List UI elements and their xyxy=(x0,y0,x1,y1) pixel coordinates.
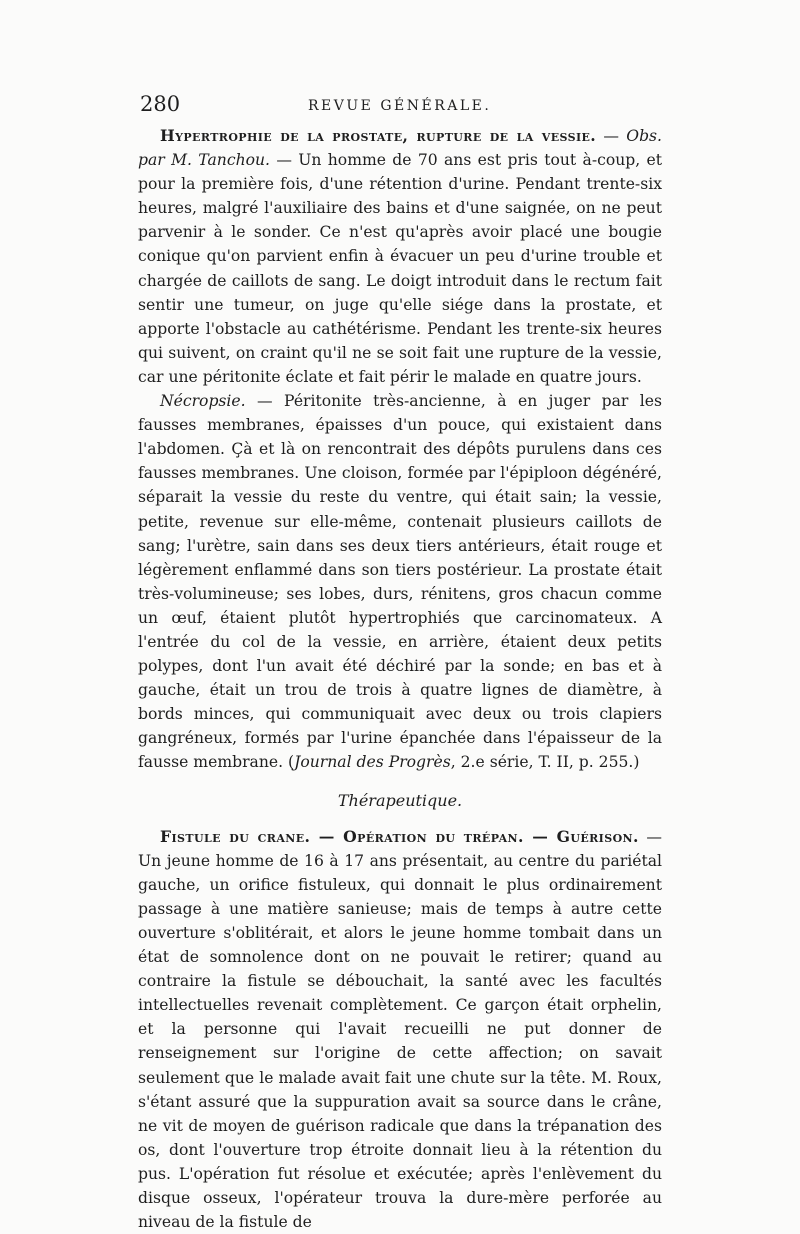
reference-journal: Journal des Progrès xyxy=(294,753,451,772)
running-head xyxy=(140,92,662,122)
article-prostate-text: — Un homme de 70 ans est pris tout à-coup, et pour la première fois, d'une rétention d'urine. Pendant trente-six heures, malgré l'auxiliaire des bains et d'une saignée, on ne peut parvenir à le sonder. Ce n'est qu'après avoir placé une bougie conique qu'on parvient enfin à évacuer un peu d'urine trouble et chargée de caillots de sang. Le doigt introduit dans le rectum fait sentir une tumeur, on juge qu'elle siége dans la prostate, et apporte l'obstacle au cathétérisme. Pendant les trente-six heures qui suivent, on craint qu'il ne se soit fait une rupture de la vessie, car une péritonite éclate et fait périr le malade en quatre jours. xyxy=(138,151,663,386)
necropsie-text: — Péritonite très-ancienne, à en juger par les fausses membranes, épaisses d'un pouce, qui existaient dans l'abdomen. Çà et là on rencontrait des dépôts purulens dans ces fausses membranes. Une cloison, formée par l'épiploon dégénéré, séparait la vessie du reste du ventre, qui était sain; la vessie, petite, revenue sur elle-même, contenait plusieurs caillots de sang; l'urètre, sain dans ses deux tiers antérieurs, était rouge et légèrement enflammé dans son tiers postérieur. La prostate était très-volumineuse; ses lobes, durs, rénitens, gros chacun comme un œuf, étaient plutôt hypertrophiés que carcinomateux. A l'entrée du col de la vessie, en arrière, étaient deux petits polypes, dont l'un avait été déchiré par la sonde; en bas et à gauche, était un trou de trois à quatre lignes de diamètre, à bords minces, qui communiquait avec deux ou trois clapiers gangréneux, formés par l'urine épanchée dans l'épaisseur de la fausse membrane. xyxy=(138,392,662,772)
section-title: Thérapeutique. xyxy=(337,790,463,810)
article-prostate-paragraph xyxy=(138,124,662,389)
running-title: REVUE GÉNÉRALE. xyxy=(308,98,492,114)
article-prostate-heading: Hypertrophie de la prostate, rupture de la vessie. xyxy=(160,126,597,145)
author-name: M. Tanchou. xyxy=(171,151,271,170)
article-fistule-text: — Un jeune homme de 16 à 17 ans présentait, au centre du pariétal gauche, un orifice fistuleux, qui donnait le plus ordinairement passage à une matière sanieuse; mais de temps à autre cette ouverture s'oblitérait, et alors le jeune homme tombait dans un état de somnolence dont on ne pouvait le retirer; quand au contraire la fistule se débouchait, la santé avec les facultés intellectuelles revenait complètement. Ce garçon était orphelin, et la personne qui l'avait recueilli ne put donner de renseignement sur l'origine de cette affection; on savait seulement que le malade avait fait une chute sur la tête. M. Roux, s'étant assuré que la suppuration avait sa source dans le crâne, ne vit de moyen de guérison radicale que dans la trépanation des os, dont l'ouverture trop étroite donnait lieu à la rétention du pus. L'opération fut résolue et exécutée; après l'enlèvement du disque osseux, l'opérateur trouva la dure-mère perforée au niveau de la fistule de xyxy=(138,827,662,1232)
heading-dash: — xyxy=(596,127,627,145)
page-number: 280 xyxy=(140,92,181,116)
observation-label: Obs. par xyxy=(138,127,663,170)
body-text xyxy=(138,124,662,1234)
article-fistule-heading: Fistule du crane. — Opération du trépan. — Guérison. xyxy=(160,826,639,846)
necropsie-label: Nécropsie. xyxy=(160,392,246,411)
article-fistule-paragraph xyxy=(138,825,662,1234)
reference-details: , 2.e série, T. II, p. 255.) xyxy=(450,753,640,772)
necropsie-paragraph xyxy=(138,389,662,775)
reference-open: ( xyxy=(283,753,295,772)
